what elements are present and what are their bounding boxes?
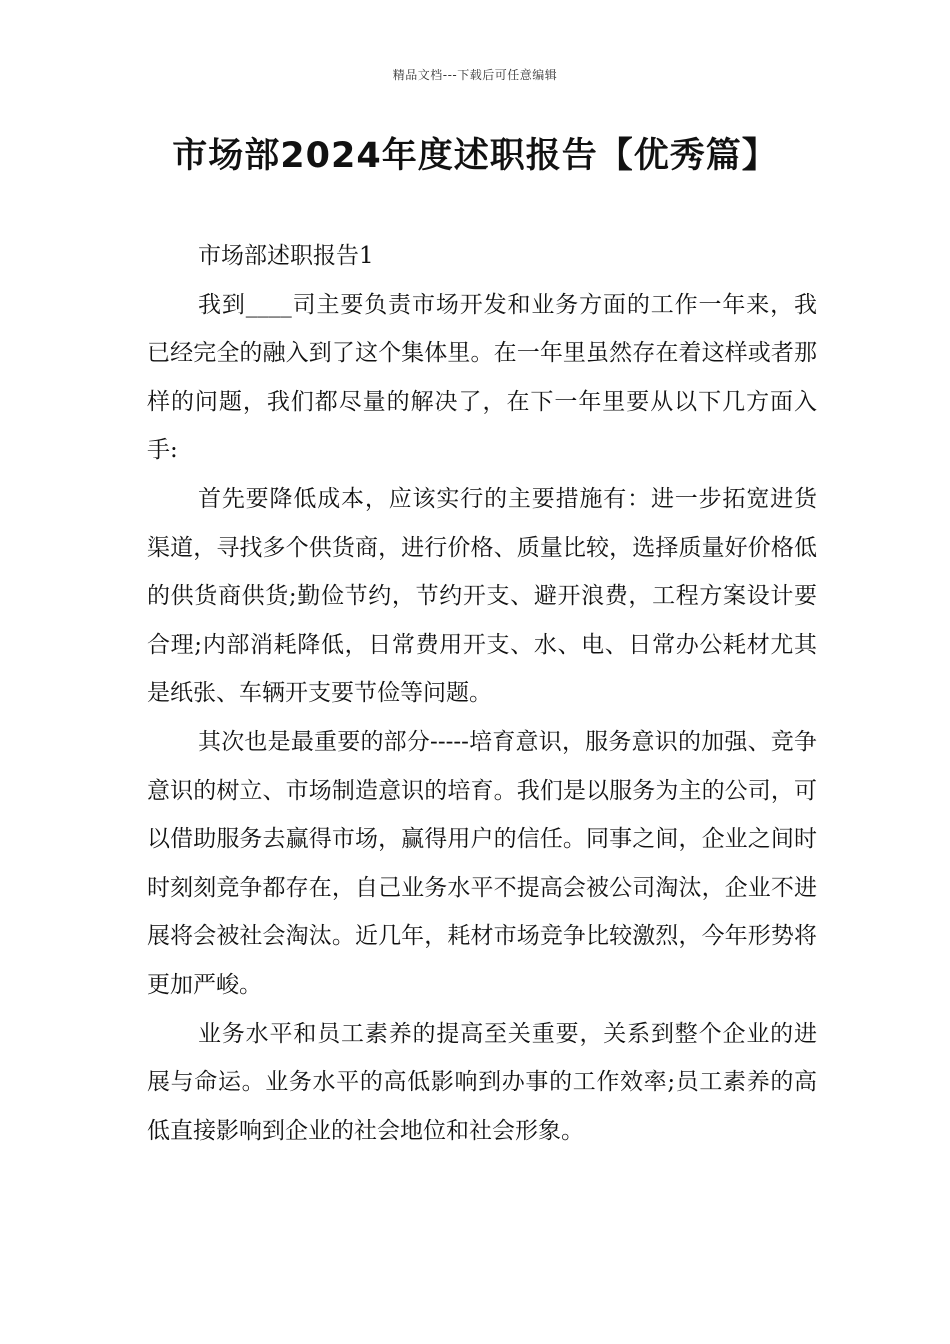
paragraph-1: 我到____司主要负责市场开发和业务方面的工作一年来，我已经完全的融入到了这个集体里。在一年里虽然存在着这样或者那样的问题，我们都尽量的解决了，在下一年里要从以下几方面入手: (147, 291, 817, 464)
section-subtitle: 市场部述职报告1 (198, 243, 374, 269)
document-title: 市场部2024年度述职报告【优秀篇】 (172, 136, 778, 176)
document-body (147, 232, 817, 1155)
paragraph-2: 首先要降低成本，应该实行的主要措施有：进一步拓宽进货渠道，寻找多个供货商，进行价格、质量比较，选择质量好价格低的供货商供货;勤俭节约，节约开支、避开浪费，工程方案设计要合理;内部消耗降低，日常费用开支、水、电、日常办公耗材尤其是纸张、车辆开支要节俭等问题。 (147, 485, 817, 707)
header-note: 精品文档---下载后可任意编辑 (392, 68, 558, 82)
paragraph-3: 其次也是最重要的部分-----培育意识，服务意识的加强、竞争意识的树立、市场制造意识的培育。我们是以服务为主的公司，可以借助服务去赢得市场，赢得用户的信任。同事之间，企业之间时时刻刻竞争都存在，自己业务水平不提高会被公司淘汰，企业不进展将会被社会淘汰。近几年，耗材市场竞争比较激烈，今年形势将更加严峻。 (147, 728, 817, 998)
paragraph-4: 业务水平和员工素养的提高至关重要，关系到整个企业的进展与命运。业务水平的高低影响到办事的工作效率;员工素养的高低直接影响到企业的社会地位和社会形象。 (147, 1020, 817, 1144)
